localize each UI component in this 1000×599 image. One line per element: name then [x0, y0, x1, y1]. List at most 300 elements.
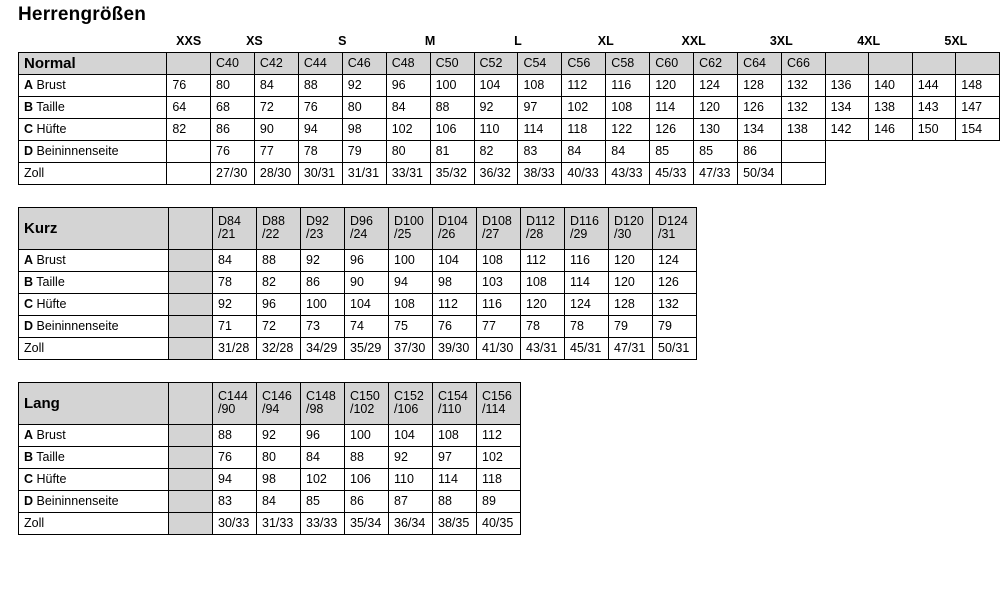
row-label-text: Hüfte: [36, 297, 67, 311]
row-label-text: Beininnenseite: [36, 494, 119, 508]
cell: 96: [301, 424, 345, 446]
cell: 96: [257, 293, 301, 315]
cell: 88: [430, 96, 474, 118]
cell: 73: [301, 315, 345, 337]
cell: 104: [433, 249, 477, 271]
cell: 100: [430, 74, 474, 96]
cell: 84: [562, 140, 606, 162]
cell: 30/31: [298, 162, 342, 184]
cell: 68: [211, 96, 255, 118]
cell: 112: [477, 424, 521, 446]
cell: 132: [781, 96, 825, 118]
cell: 89: [477, 490, 521, 512]
row-label-zoll: [19, 512, 169, 534]
code-cell: C150 /102: [345, 382, 389, 424]
code-cell: D88 /22: [257, 207, 301, 249]
cell: 96: [386, 74, 430, 96]
cell: 78: [213, 271, 257, 293]
code-cell: C50: [430, 52, 474, 74]
row-label-text: Taille: [36, 275, 65, 289]
cell: 84: [213, 249, 257, 271]
cell: 84: [386, 96, 430, 118]
cell: 128: [738, 74, 782, 96]
cell: 92: [389, 446, 433, 468]
row-label-text: Beininnenseite: [36, 144, 119, 158]
size-chart-page: [0, 4, 1000, 599]
table-row-header-lang: [19, 382, 521, 424]
cell: 88: [257, 249, 301, 271]
cell: 126: [650, 118, 694, 140]
cell-empty: [869, 140, 913, 162]
row-letter: B: [24, 100, 34, 114]
code-cell: C156 /114: [477, 382, 521, 424]
code-cell: [167, 52, 211, 74]
code-cell: C58: [606, 52, 650, 74]
cell: 98: [257, 468, 301, 490]
cell: 35/32: [430, 162, 474, 184]
cell: 112: [562, 74, 606, 96]
code-cell: [825, 52, 869, 74]
code-cell: D84 /21: [213, 207, 257, 249]
cell: 84: [257, 490, 301, 512]
row-label-text: Zoll: [24, 166, 45, 180]
table-row: [19, 140, 1000, 162]
cell: 35/29: [345, 337, 389, 359]
cell: 86: [211, 118, 255, 140]
cell: 80: [342, 96, 386, 118]
row-label-text: Brust: [36, 78, 66, 92]
row-label-a-brust: [19, 424, 169, 446]
cell: 90: [254, 118, 298, 140]
cell: 76: [211, 140, 255, 162]
size-group-5xl: 5XL: [912, 32, 999, 52]
code-cell: C48: [386, 52, 430, 74]
row-label-b-taille: [19, 446, 169, 468]
row-letter: D: [24, 494, 34, 508]
cell: 140: [869, 74, 913, 96]
cell: 80: [257, 446, 301, 468]
cell: 82: [257, 271, 301, 293]
cell: 134: [738, 118, 782, 140]
cell-empty: [169, 337, 213, 359]
code-cell: D124 /31: [653, 207, 697, 249]
cell: 108: [518, 74, 562, 96]
cell: 146: [869, 118, 913, 140]
cell: 92: [213, 293, 257, 315]
table-kurz: [18, 207, 697, 360]
cell: 124: [694, 74, 738, 96]
cell: 43/31: [521, 337, 565, 359]
cell: 143: [912, 96, 956, 118]
code-cell: D100 /25: [389, 207, 433, 249]
section-name-normal: Normal: [19, 52, 167, 74]
cell: 50/31: [653, 337, 697, 359]
cell: 116: [565, 249, 609, 271]
cell: 82: [167, 118, 211, 140]
cell: [167, 162, 211, 184]
row-label-b-taille: [19, 96, 167, 118]
row-label-text: Zoll: [24, 516, 45, 530]
code-cell: [169, 382, 213, 424]
row-label-zoll: [19, 162, 167, 184]
cell: 37/30: [389, 337, 433, 359]
cell: 92: [474, 96, 518, 118]
cell: 114: [433, 468, 477, 490]
cell: 126: [653, 271, 697, 293]
cell: 84: [254, 74, 298, 96]
row-label-zoll: [19, 337, 169, 359]
code-cell: C66: [781, 52, 825, 74]
code-cell: C144 /90: [213, 382, 257, 424]
code-cell: D108 /27: [477, 207, 521, 249]
cell: 126: [738, 96, 782, 118]
cell: 92: [301, 249, 345, 271]
cell: [167, 140, 211, 162]
row-label-a-brust: [19, 249, 169, 271]
cell: 114: [565, 271, 609, 293]
cell: 76: [167, 74, 211, 96]
row-letter: B: [24, 450, 34, 464]
table-row-header-kurz: [19, 207, 697, 249]
cell: 120: [609, 249, 653, 271]
cell: 120: [609, 271, 653, 293]
cell: 102: [386, 118, 430, 140]
cell: 108: [606, 96, 650, 118]
cell: 43/33: [606, 162, 650, 184]
cell-empty: [912, 140, 956, 162]
code-cell: D104 /26: [433, 207, 477, 249]
cell: 84: [606, 140, 650, 162]
cell: 116: [606, 74, 650, 96]
group-empty: [19, 32, 167, 52]
row-label-text: Brust: [36, 253, 66, 267]
cell-empty: [169, 512, 213, 534]
table-normal: [18, 32, 1000, 185]
cell: 32/28: [257, 337, 301, 359]
cell: 98: [342, 118, 386, 140]
cell-empty: [169, 468, 213, 490]
cell: 79: [653, 315, 697, 337]
row-label-a-brust: [19, 74, 167, 96]
size-group-xxl: XXL: [650, 32, 738, 52]
table-row: [19, 96, 1000, 118]
row-letter: C: [24, 122, 34, 136]
cell: 136: [825, 74, 869, 96]
cell: 79: [609, 315, 653, 337]
cell: 47/31: [609, 337, 653, 359]
code-cell: C42: [254, 52, 298, 74]
cell: 102: [301, 468, 345, 490]
cell-empty: [169, 271, 213, 293]
cell: 88: [433, 490, 477, 512]
row-label-c-huefte: [19, 468, 169, 490]
cell: 132: [653, 293, 697, 315]
cell: 154: [956, 118, 1000, 140]
spacer: [0, 185, 1000, 207]
cell-empty: [912, 162, 956, 184]
code-cell: D92 /23: [301, 207, 345, 249]
cell: 85: [301, 490, 345, 512]
code-cell: C152 /106: [389, 382, 433, 424]
cell-empty: [956, 140, 1000, 162]
page-title: Herrengrößen: [18, 4, 147, 25]
cell: 45/31: [565, 337, 609, 359]
size-group-4xl: 4XL: [825, 32, 912, 52]
code-cell: [169, 207, 213, 249]
row-letter: D: [24, 319, 34, 333]
code-cell: D96 /24: [345, 207, 389, 249]
cell: 80: [386, 140, 430, 162]
cell: 31/33: [257, 512, 301, 534]
cell: 100: [389, 249, 433, 271]
cell: 150: [912, 118, 956, 140]
table-row: [19, 446, 521, 468]
row-label-text: Hüfte: [36, 122, 67, 136]
cell: 124: [565, 293, 609, 315]
cell: 103: [477, 271, 521, 293]
cell: 77: [477, 315, 521, 337]
row-letter: A: [24, 78, 34, 92]
cell: 27/30: [211, 162, 255, 184]
size-group-xs: XS: [211, 32, 299, 52]
cell: 39/30: [433, 337, 477, 359]
cell-empty: [781, 162, 825, 184]
cell-empty: [169, 490, 213, 512]
code-cell: C52: [474, 52, 518, 74]
cell: 112: [433, 293, 477, 315]
cell: 30/33: [213, 512, 257, 534]
cell: 142: [825, 118, 869, 140]
cell: 78: [298, 140, 342, 162]
cell: 28/30: [254, 162, 298, 184]
code-cell: C62: [694, 52, 738, 74]
cell: 120: [521, 293, 565, 315]
table-row: [19, 424, 521, 446]
table-row: [19, 468, 521, 490]
cell: 88: [345, 446, 389, 468]
size-group-l: L: [474, 32, 562, 52]
cell-empty: [869, 162, 913, 184]
code-cell: C148 /98: [301, 382, 345, 424]
row-label-text: Beininnenseite: [36, 319, 119, 333]
cell: 83: [518, 140, 562, 162]
cell: 132: [781, 74, 825, 96]
table-row-header-normal: [19, 52, 1000, 74]
table-lang: [18, 382, 521, 535]
cell: 33/33: [301, 512, 345, 534]
cell: 96: [345, 249, 389, 271]
row-label-d-beininnenseite: [19, 315, 169, 337]
row-letter: B: [24, 275, 34, 289]
cell: 71: [213, 315, 257, 337]
cell: 45/33: [650, 162, 694, 184]
code-cell: [869, 52, 913, 74]
cell: 50/34: [738, 162, 782, 184]
code-cell: C56: [562, 52, 606, 74]
row-label-d-beininnenseite: [19, 490, 169, 512]
cell: 102: [562, 96, 606, 118]
table-row: [19, 118, 1000, 140]
row-label-c-huefte: [19, 293, 169, 315]
table-row: [19, 162, 1000, 184]
cell: 104: [389, 424, 433, 446]
cell: 144: [912, 74, 956, 96]
cell-empty: [781, 140, 825, 162]
row-letter: A: [24, 253, 34, 267]
cell-empty: [825, 140, 869, 162]
cell: 130: [694, 118, 738, 140]
cell: 94: [298, 118, 342, 140]
cell: 120: [694, 96, 738, 118]
row-label-text: Hüfte: [36, 472, 67, 486]
cell: 40/33: [562, 162, 606, 184]
cell: 35/34: [345, 512, 389, 534]
cell: 100: [301, 293, 345, 315]
cell: 83: [213, 490, 257, 512]
size-group-m: M: [386, 32, 474, 52]
cell: 87: [389, 490, 433, 512]
section-name-lang: Lang: [19, 382, 169, 424]
row-label-text: Taille: [36, 450, 65, 464]
cell: 100: [345, 424, 389, 446]
row-label-text: Brust: [36, 428, 66, 442]
cell: 38/33: [518, 162, 562, 184]
row-label-text: Taille: [36, 100, 65, 114]
cell-empty: [825, 162, 869, 184]
cell: 128: [609, 293, 653, 315]
cell-empty: [956, 162, 1000, 184]
cell: 92: [342, 74, 386, 96]
code-cell: D120 /30: [609, 207, 653, 249]
code-cell: [956, 52, 1000, 74]
cell: 108: [521, 271, 565, 293]
table-row: [19, 512, 521, 534]
cell: 120: [650, 74, 694, 96]
cell: 82: [474, 140, 518, 162]
cell: 110: [389, 468, 433, 490]
cell: 118: [562, 118, 606, 140]
cell: 114: [518, 118, 562, 140]
cell: 72: [257, 315, 301, 337]
row-label-text: Zoll: [24, 341, 45, 355]
row-label-b-taille: [19, 271, 169, 293]
table-row: [19, 249, 697, 271]
cell: 84: [301, 446, 345, 468]
row-letter: D: [24, 144, 34, 158]
cell: 102: [477, 446, 521, 468]
code-cell: C44: [298, 52, 342, 74]
cell: 94: [389, 271, 433, 293]
code-cell: C46: [342, 52, 386, 74]
code-cell: D116 /29: [565, 207, 609, 249]
cell: 85: [650, 140, 694, 162]
row-label-c-huefte: [19, 118, 167, 140]
cell: 41/30: [477, 337, 521, 359]
table-row: [19, 293, 697, 315]
row-label-d-beininnenseite: [19, 140, 167, 162]
table-row: [19, 490, 521, 512]
code-cell: C146 /94: [257, 382, 301, 424]
cell: 88: [213, 424, 257, 446]
cell: 79: [342, 140, 386, 162]
code-cell: D112 /28: [521, 207, 565, 249]
cell: 85: [694, 140, 738, 162]
cell: 75: [389, 315, 433, 337]
cell: 86: [738, 140, 782, 162]
cell: 147: [956, 96, 1000, 118]
table-row-size-groups: [19, 32, 1000, 52]
cell: 97: [518, 96, 562, 118]
cell: 124: [653, 249, 697, 271]
cell-empty: [169, 315, 213, 337]
cell: 108: [433, 424, 477, 446]
cell: 106: [430, 118, 474, 140]
cell: 97: [433, 446, 477, 468]
cell: 134: [825, 96, 869, 118]
table-row: [19, 337, 697, 359]
cell: 74: [345, 315, 389, 337]
cell: 92: [257, 424, 301, 446]
cell: 81: [430, 140, 474, 162]
row-letter: C: [24, 472, 34, 486]
cell: 94: [213, 468, 257, 490]
row-letter: A: [24, 428, 34, 442]
table-row: [19, 271, 697, 293]
spacer: [0, 360, 1000, 382]
cell: 38/35: [433, 512, 477, 534]
cell: 108: [477, 249, 521, 271]
cell-empty: [169, 293, 213, 315]
size-group-3xl: 3XL: [738, 32, 826, 52]
cell: 64: [167, 96, 211, 118]
cell: 40/35: [477, 512, 521, 534]
row-letter: C: [24, 297, 34, 311]
code-cell: C40: [211, 52, 255, 74]
cell: 36/34: [389, 512, 433, 534]
cell: 90: [345, 271, 389, 293]
cell: 104: [345, 293, 389, 315]
cell: 106: [345, 468, 389, 490]
section-name-kurz: Kurz: [19, 207, 169, 249]
table-row: [19, 315, 697, 337]
size-group-xxs: XXS: [167, 32, 211, 52]
cell: 31/31: [342, 162, 386, 184]
cell: 114: [650, 96, 694, 118]
cell: 47/33: [694, 162, 738, 184]
cell: 148: [956, 74, 1000, 96]
code-cell: C64: [738, 52, 782, 74]
cell: 88: [298, 74, 342, 96]
code-cell: C60: [650, 52, 694, 74]
cell: 98: [433, 271, 477, 293]
cell: 118: [477, 468, 521, 490]
cell: 138: [869, 96, 913, 118]
cell-empty: [169, 424, 213, 446]
code-cell: [912, 52, 956, 74]
cell: 86: [345, 490, 389, 512]
size-group-xl: XL: [562, 32, 650, 52]
cell: 78: [521, 315, 565, 337]
cell: 34/29: [301, 337, 345, 359]
cell-empty: [169, 446, 213, 468]
cell: 33/31: [386, 162, 430, 184]
cell: 76: [298, 96, 342, 118]
cell: 86: [301, 271, 345, 293]
cell: 77: [254, 140, 298, 162]
size-group-s: S: [298, 32, 386, 52]
cell: 72: [254, 96, 298, 118]
cell: 110: [474, 118, 518, 140]
